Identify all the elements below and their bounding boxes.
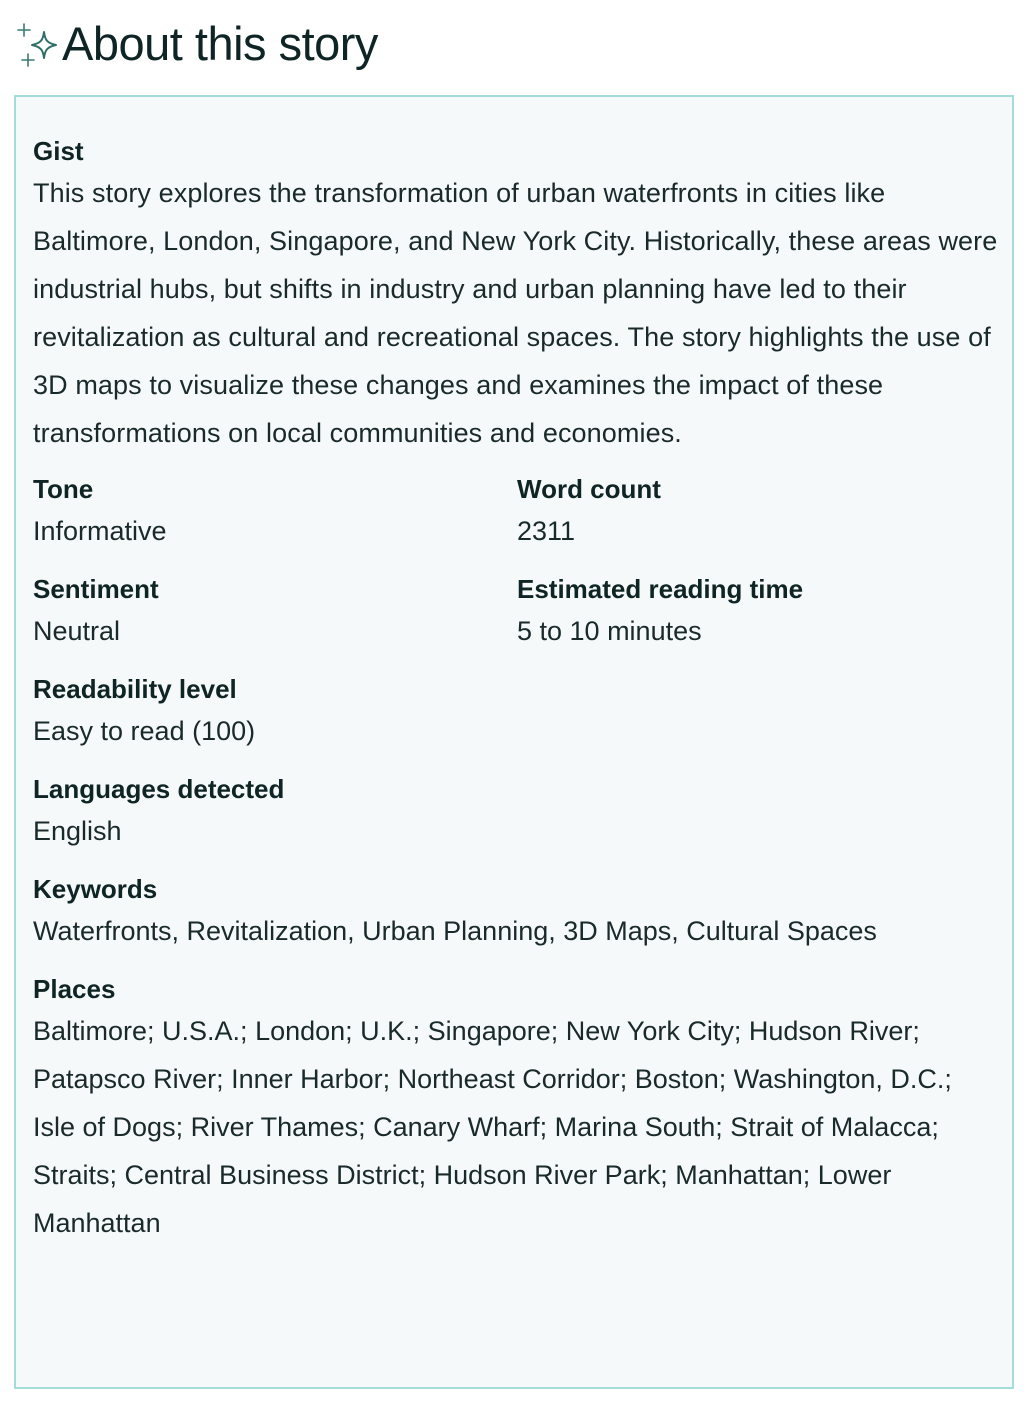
places-value: Baltimore; U.S.A.; London; U.K.; Singapore; New York City; Hudson River; Patapsco River; Inner Harbor; Northeast Corridor; Boston; Washington, D.C.; Isle of Dogs; River Thames; Canary Wharf; Marina South; Strait of Malacca; Straits; Central Business District; Hudson River Park; Manhattan; Lower Manhattan bbox=[33, 1016, 952, 1238]
tone-value: Informative bbox=[33, 516, 167, 546]
word-count-section bbox=[517, 471, 999, 555]
stats-grid bbox=[33, 471, 999, 671]
keywords-section bbox=[33, 871, 999, 955]
readability-label: Readability level bbox=[33, 674, 237, 704]
word-count-label: Word count bbox=[517, 474, 661, 504]
tone-label: Tone bbox=[33, 474, 94, 504]
story-header bbox=[14, 14, 378, 74]
sparkle-icon bbox=[14, 20, 62, 68]
gist-value: This story explores the transformation of urban waterfronts in cities like Baltimore, London, Singapore, and New York City. Historically, these areas were industrial hubs, but shifts in industry and urban planning have led to their revitalization as cultural and recreational spaces. The story highlights the use of 3D maps to visualize these changes and examines the impact of these transformations on local communities and economies. bbox=[33, 178, 998, 448]
sentiment-label: Sentiment bbox=[33, 574, 159, 604]
word-count-value: 2311 bbox=[517, 516, 576, 546]
languages-label: Languages detected bbox=[33, 774, 285, 804]
places-section bbox=[33, 971, 999, 1247]
languages-section bbox=[33, 771, 999, 855]
places-label: Places bbox=[33, 974, 116, 1004]
reading-time-value: 5 to 10 minutes bbox=[517, 616, 702, 646]
reading-time-label: Estimated reading time bbox=[517, 574, 804, 604]
readability-section bbox=[33, 671, 999, 755]
gist-label: Gist bbox=[33, 136, 84, 166]
keywords-value: Waterfronts, Revitalization, Urban Planning, 3D Maps, Cultural Spaces bbox=[33, 916, 877, 946]
sentiment-section bbox=[33, 571, 517, 655]
sentiment-value: Neutral bbox=[33, 616, 121, 646]
tone-section bbox=[33, 471, 517, 555]
languages-value: English bbox=[33, 816, 122, 846]
keywords-label: Keywords bbox=[33, 874, 158, 904]
story-info-card bbox=[14, 95, 1014, 1389]
gist-section bbox=[33, 133, 999, 457]
readability-value: Easy to read (100) bbox=[33, 716, 256, 746]
reading-time-section bbox=[517, 571, 999, 655]
page-title: About this story bbox=[62, 17, 378, 70]
